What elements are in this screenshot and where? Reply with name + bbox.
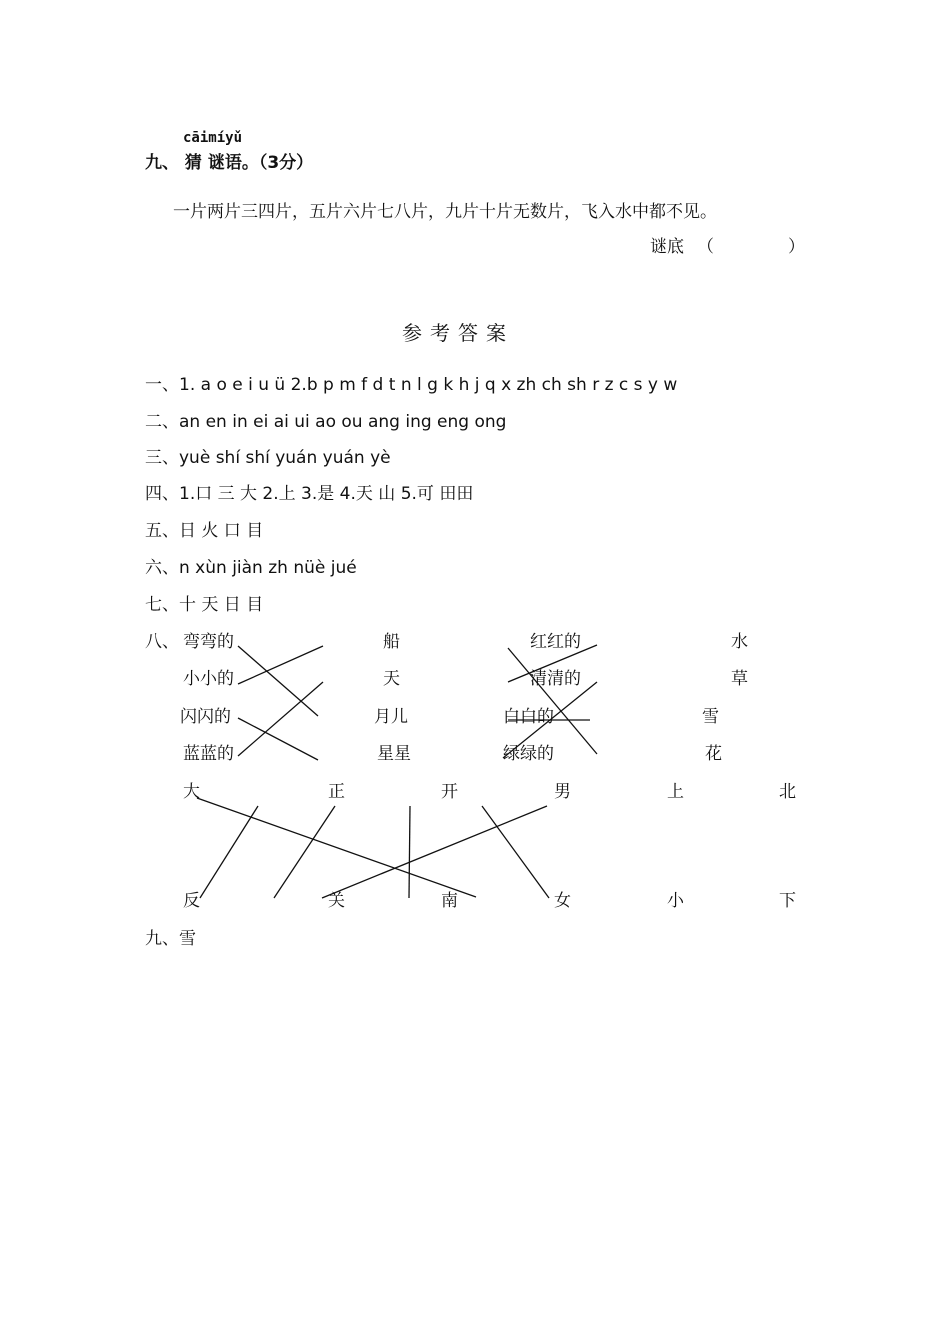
connector-line (200, 806, 258, 898)
match-word: 白白的 (503, 707, 554, 727)
answer-text: 1.口 三 大 2.上 3.是 4.天 山 5.可 田田 (179, 484, 474, 504)
match-word: 星星 (377, 744, 411, 764)
opposite-word: 开 (441, 782, 458, 802)
answer-number: 七、 (145, 595, 179, 615)
opposite-word: 小 (667, 891, 684, 911)
match-word: 雪 (702, 707, 719, 727)
connector-line (238, 646, 323, 684)
answer-number: 九、 (145, 929, 179, 949)
answer-key-title: 参考答案 (402, 321, 514, 345)
match-word: 天 (383, 669, 400, 689)
opposite-word: 大 (183, 782, 200, 802)
answer-text: an en in ei ai ui ao ou ang ing eng ong (179, 412, 507, 432)
opposite-word: 北 (779, 782, 796, 802)
match-word: 月儿 (374, 707, 408, 727)
opposite-word: 女 (554, 891, 571, 911)
opposite-word: 下 (779, 891, 796, 911)
answer-text: 日 火 口 目 (179, 521, 264, 541)
answer-text: n xùn jiàn zh nüè jué (179, 558, 357, 578)
opposite-word: 上 (667, 782, 684, 802)
question-9-heading: 九、 猜 谜语。（3分） (145, 153, 314, 173)
match-word: 红红的 (530, 632, 581, 652)
opposite-word: 关 (328, 891, 345, 911)
answer-text: 雪 (179, 929, 196, 949)
answer-text: 十 天 日 目 (179, 595, 264, 615)
answer-blank-close: ） (788, 237, 805, 257)
match-word: 水 (731, 632, 748, 652)
match-word: 蓝蓝的 (183, 744, 234, 764)
answer-number: 八、 (145, 632, 179, 652)
riddle-text: 一片两片三四片，五片六片七八片，九片十片无数片，飞入水中都不见。 (173, 202, 717, 222)
answer-number: 四、 (145, 484, 179, 504)
answer-number: 二、 (145, 412, 179, 432)
answer-label: 谜底 (650, 237, 684, 257)
match-word: 草 (731, 669, 748, 689)
answer-number: 三、 (145, 448, 179, 468)
opposite-word: 正 (328, 782, 345, 802)
match-word: 小小的 (183, 669, 234, 689)
answer-text: yuè shí shí yuán yuán yè (179, 448, 391, 468)
answer-text: 1. a o e i u ü 2.b p m f d t n l g k h j q x zh ch sh r z c s y w (179, 375, 678, 395)
connector-line (197, 798, 476, 897)
match-word: 船 (383, 632, 400, 652)
opposite-word: 男 (554, 782, 571, 802)
match-word: 清清的 (530, 669, 581, 689)
match-word: 弯弯的 (183, 632, 234, 652)
connector-line (274, 806, 335, 898)
answer-number: 六、 (145, 558, 179, 578)
pinyin-annotation: cāimíyǔ (183, 130, 243, 146)
match-word: 花 (705, 744, 722, 764)
connector-line (322, 806, 547, 898)
connector-line (409, 806, 410, 898)
opposite-word: 南 (441, 891, 458, 911)
answer-blank-open: （ (697, 237, 714, 257)
connector-line (238, 646, 318, 716)
answer-number: 一、 (145, 375, 179, 395)
answer-number: 五、 (145, 521, 179, 541)
opposite-word: 反 (183, 891, 200, 911)
match-word: 绿绿的 (503, 744, 554, 764)
connector-line (482, 806, 549, 898)
match-word: 闪闪的 (180, 707, 231, 727)
connector-line (238, 718, 318, 760)
connector-line (238, 682, 323, 756)
